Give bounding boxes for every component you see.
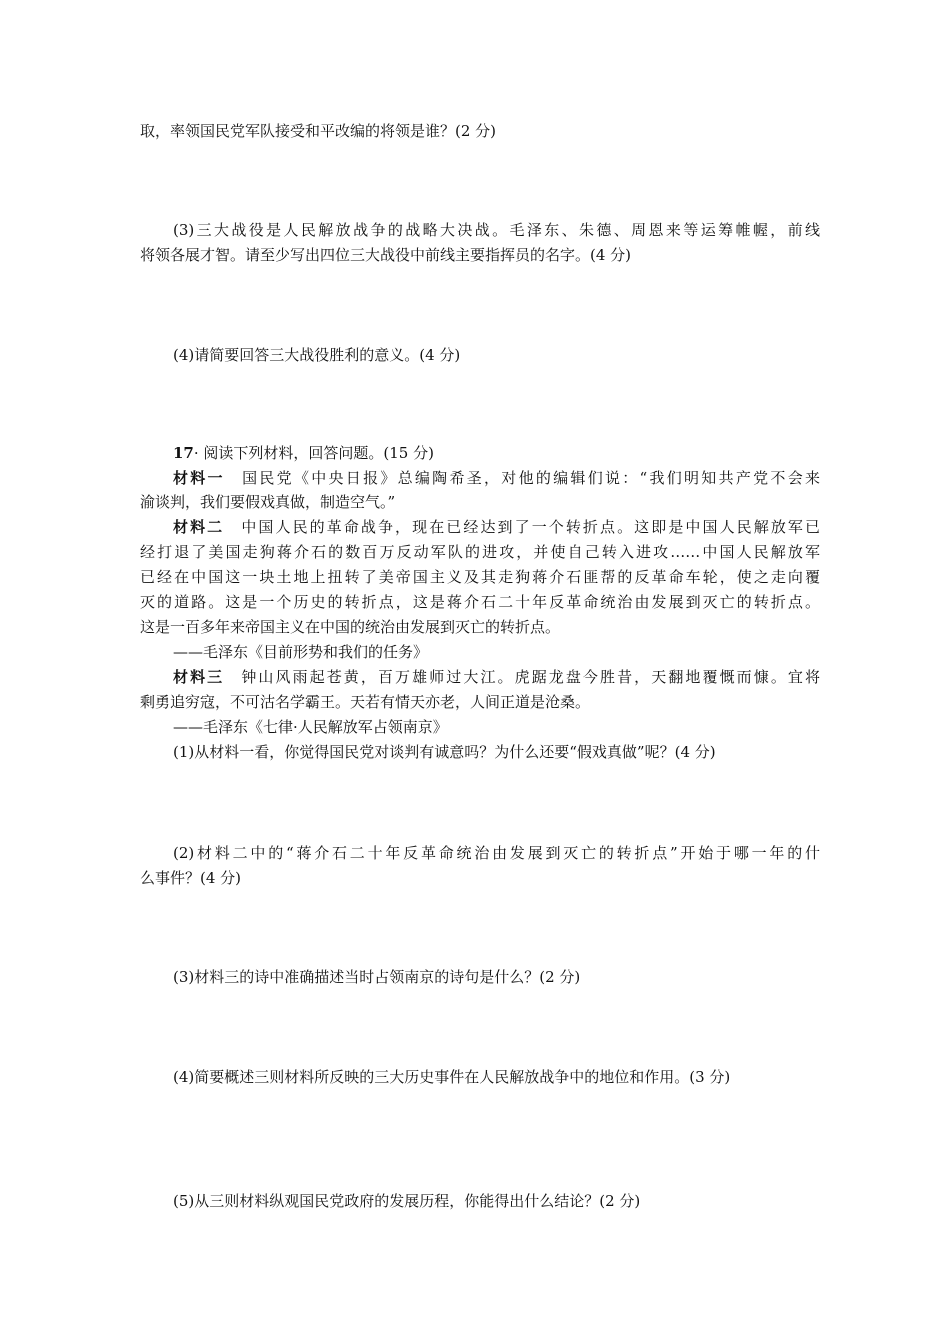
sub-question-3: (3)材料三的诗中准确描述当时占领南京的诗句是什么？(2 分): [173, 968, 581, 986]
sub-question-2-line-1: (2)材料二中的“蒋介石二十年反革命统治由发展到灭亡的转折点”开始于哪一年的什: [173, 844, 820, 862]
material-1-line-2: 渝谈判，我们要假戏真做，制造空气。”: [140, 493, 396, 511]
material-1-line-1: [173, 468, 820, 488]
question-3-line-1: (3)三大战役是人民解放战争的战略大决战。毛泽东、朱德、周恩来等运筹帷幄，前线: [173, 221, 820, 239]
material-3-label: 材料三: [173, 668, 225, 686]
question-4: (4)请简要回答三大战役胜利的意义。(4 分): [173, 346, 461, 364]
question-17-text: · 阅读下列材料，回答问题。(15 分): [193, 444, 434, 462]
sub-question-1: (1)从材料一看，你觉得国民党对谈判有诚意吗？为什么还要“假戏真做”呢？(4 分): [173, 743, 716, 761]
material-3-line-2: 剩勇追穷寇，不可沽名学霸王。天若有情天亦老，人间正道是沧桑。: [140, 693, 591, 711]
material-3-source: ——毛泽东《七律·人民解放军占领南京》: [173, 718, 448, 736]
sub-question-5: (5)从三则材料纵观国民党政府的发展历程，你能得出什么结论？(2 分): [173, 1192, 641, 1210]
material-3-text: 钟山风雨起苍黄，百万雄师过大江。虎踞龙盘今胜昔，天翻地覆慨而慷。宜将: [224, 668, 820, 686]
material-2-text: 中国人民的革命战争，现在已经达到了一个转折点。这即是中国人民解放军已: [224, 518, 820, 536]
text-line: 取，率领国民党军队接受和平改编的将领是谁？(2 分): [140, 122, 497, 140]
material-3-line-1: [173, 667, 820, 687]
sub-question-4: (4)简要概述三则材料所反映的三大历史事件在人民解放战争中的地位和作用。(3 分): [173, 1068, 731, 1086]
material-2-source: ——毛泽东《目前形势和我们的任务》: [173, 643, 429, 661]
material-2-line-5: 这是一百多年来帝国主义在中国的统治由发展到灭亡的转折点。: [140, 618, 561, 636]
question-3-line-2: 将领各展才智。请至少写出四位三大战役中前线主要指挥员的名字。(4 分): [140, 246, 632, 264]
material-2-line-4: 灭的道路。这是一个历史的转折点，这是蒋介石二十年反革命统治由发展到灭亡的转折点。: [140, 593, 820, 611]
material-2-line-3: 已经在中国这一块土地上扭转了美帝国主义及其走狗蒋介石匪帮的反革命车轮，使之走向覆: [140, 568, 820, 586]
material-2-line-1: [173, 517, 820, 537]
material-2-label: 材料二: [173, 518, 225, 536]
material-1-text: 国民党《中央日报》总编陶希圣，对他的编辑们说：“我们明知共产党不会来: [224, 469, 820, 487]
material-1-label: 材料一: [173, 469, 225, 487]
material-2-line-2: 经打退了美国走狗蒋介石的数百万反动军队的进攻，并使自己转入进攻……中国人民解放军: [140, 543, 820, 561]
question-number: 17: [173, 444, 194, 462]
sub-question-2-line-2: 么事件？(4 分): [140, 869, 242, 887]
question-17-heading: [173, 443, 820, 463]
